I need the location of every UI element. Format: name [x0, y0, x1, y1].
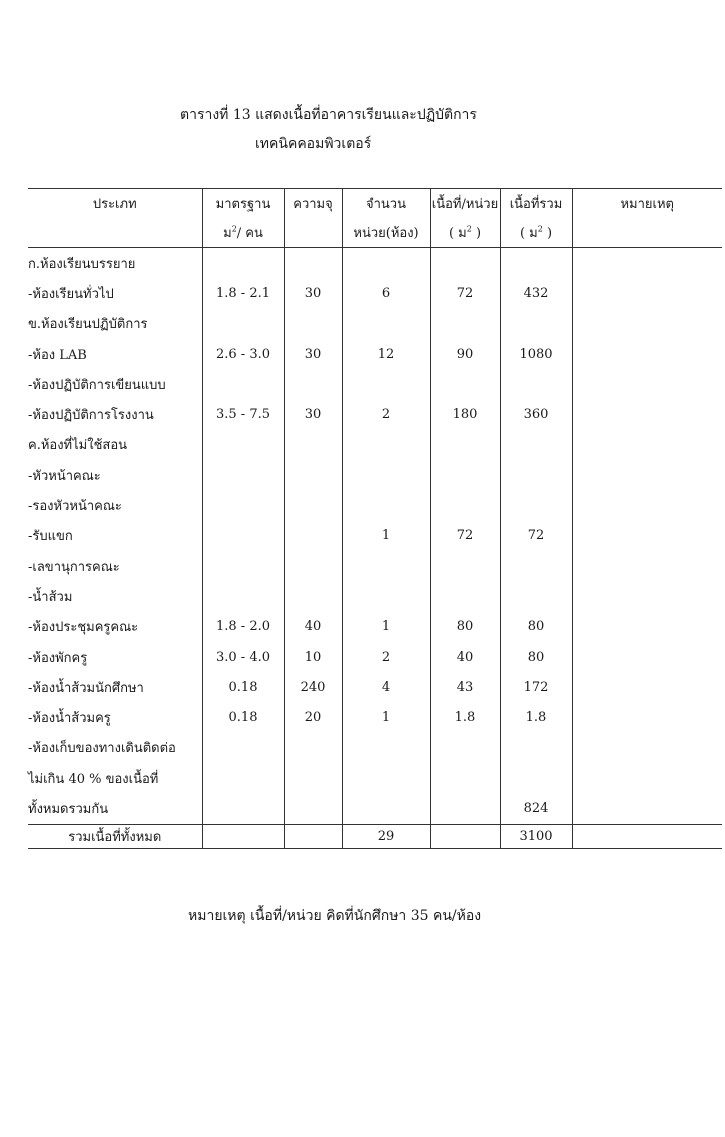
row-area-per-unit — [430, 309, 500, 339]
table-row — [28, 399, 722, 429]
row-total-area: 80 — [500, 612, 572, 642]
row-total-area: 432 — [500, 278, 572, 308]
row-standard: 1.8 - 2.0 — [202, 612, 284, 642]
total-area-per-unit — [430, 824, 500, 848]
row-capacity: 10 — [284, 642, 342, 672]
row-standard: 0.18 — [202, 702, 284, 732]
row-type: -ห้องน้ำส้วมนักศึกษา — [28, 672, 202, 702]
row-type: -ห้องเรียนทั่วไป — [28, 278, 202, 308]
row-total-area: 824 — [500, 793, 572, 824]
row-standard — [202, 248, 284, 279]
total-label: รวมเนื้อที่ทั้งหมด — [28, 824, 202, 848]
row-quantity: 6 — [342, 278, 430, 308]
row-area-per-unit — [430, 369, 500, 399]
row-note — [572, 309, 722, 339]
row-total-area — [500, 490, 572, 520]
row-note — [572, 399, 722, 429]
row-quantity: 1 — [342, 612, 430, 642]
row-quantity — [342, 369, 430, 399]
row-quantity — [342, 248, 430, 279]
header-standard-unit: ม$^2$/ คน — [202, 218, 284, 248]
row-capacity — [284, 733, 342, 763]
row-note — [572, 793, 722, 824]
row-quantity: 4 — [342, 672, 430, 702]
row-note — [572, 278, 722, 308]
row-area-per-unit: 80 — [430, 612, 500, 642]
row-capacity: 30 — [284, 278, 342, 308]
row-total-area — [500, 551, 572, 581]
row-standard — [202, 551, 284, 581]
row-total-area — [500, 430, 572, 460]
row-standard — [202, 490, 284, 520]
row-type: -รับแขก — [28, 521, 202, 551]
total-row — [28, 824, 722, 848]
row-quantity — [342, 581, 430, 611]
row-capacity: 240 — [284, 672, 342, 702]
row-capacity — [284, 430, 342, 460]
row-standard: 3.0 - 4.0 — [202, 642, 284, 672]
row-note — [572, 521, 722, 551]
table-title-line-1: ตารางที่ 13 แสดงเนื้อที่อาคารเรียนและปฏิบัติการ — [180, 107, 477, 123]
row-total-area: 1080 — [500, 339, 572, 369]
table-row — [28, 339, 722, 369]
row-type: ไม่เกิน 40 % ของเนื้อที่ — [28, 763, 202, 793]
table-row — [28, 521, 722, 551]
row-capacity — [284, 248, 342, 279]
total-capacity — [284, 824, 342, 848]
row-standard — [202, 521, 284, 551]
header-area-per-unit: เนื้อที่/หน่วย — [430, 189, 500, 219]
row-total-area — [500, 460, 572, 490]
row-capacity: 20 — [284, 702, 342, 732]
table-row — [28, 642, 722, 672]
row-standard: 3.5 - 7.5 — [202, 399, 284, 429]
row-area-per-unit: 180 — [430, 399, 500, 429]
row-area-per-unit: 72 — [430, 278, 500, 308]
row-note — [572, 248, 722, 279]
row-standard — [202, 460, 284, 490]
row-area-per-unit: 43 — [430, 672, 500, 702]
row-standard: 1.8 - 2.1 — [202, 278, 284, 308]
row-note — [572, 733, 722, 763]
row-note — [572, 672, 722, 702]
row-quantity: 2 — [342, 642, 430, 672]
area-table — [28, 188, 722, 849]
row-area-per-unit: 1.8 — [430, 702, 500, 732]
row-type: ทั้งหมดรวมกัน — [28, 793, 202, 824]
table-title-line-2: เทคนิคคอมพิวเตอร์ — [255, 136, 372, 152]
row-quantity — [342, 733, 430, 763]
header-note-sub — [572, 218, 722, 248]
row-capacity — [284, 551, 342, 581]
total-note — [572, 824, 722, 848]
row-quantity — [342, 430, 430, 460]
row-total-area — [500, 369, 572, 399]
header-note: หมายเหตุ — [572, 189, 722, 219]
table-row — [28, 612, 722, 642]
row-note — [572, 460, 722, 490]
row-capacity — [284, 521, 342, 551]
row-note — [572, 339, 722, 369]
row-standard — [202, 430, 284, 460]
row-standard — [202, 733, 284, 763]
row-total-area: 172 — [500, 672, 572, 702]
row-capacity — [284, 763, 342, 793]
row-area-per-unit: 72 — [430, 521, 500, 551]
row-area-per-unit — [430, 460, 500, 490]
table-row — [28, 551, 722, 581]
header-type: ประเภท — [28, 189, 202, 219]
row-note — [572, 369, 722, 399]
row-quantity: 1 — [342, 702, 430, 732]
total-standard — [202, 824, 284, 848]
row-capacity — [284, 793, 342, 824]
table-body — [28, 248, 722, 825]
table-row — [28, 672, 722, 702]
row-area-per-unit — [430, 581, 500, 611]
row-type: -ห้องประชุมครูคณะ — [28, 612, 202, 642]
row-total-area — [500, 309, 572, 339]
row-quantity: 12 — [342, 339, 430, 369]
header-quantity-unit: หน่วย(ห้อง) — [342, 218, 430, 248]
row-type: -ห้องปฏิบัติการโรงงาน — [28, 399, 202, 429]
row-note — [572, 702, 722, 732]
row-quantity — [342, 460, 430, 490]
table-row — [28, 278, 722, 308]
row-standard: 0.18 — [202, 672, 284, 702]
header-capacity: ความจุ — [284, 189, 342, 219]
row-quantity: 1 — [342, 521, 430, 551]
table-row — [28, 733, 722, 763]
row-total-area — [500, 248, 572, 279]
row-total-area — [500, 733, 572, 763]
row-capacity — [284, 490, 342, 520]
row-standard — [202, 309, 284, 339]
row-total-area — [500, 763, 572, 793]
row-note — [572, 490, 722, 520]
row-quantity — [342, 551, 430, 581]
header-total-area: เนื้อที่รวม — [500, 189, 572, 219]
row-capacity — [284, 369, 342, 399]
row-standard — [202, 793, 284, 824]
row-total-area: 1.8 — [500, 702, 572, 732]
table-row — [28, 460, 722, 490]
row-area-per-unit: 40 — [430, 642, 500, 672]
row-quantity — [342, 763, 430, 793]
total-quantity: 29 — [342, 824, 430, 848]
row-area-per-unit — [430, 793, 500, 824]
header-total-unit: ( ม$^2$ ) — [500, 218, 572, 248]
row-quantity — [342, 793, 430, 824]
row-type: -ห้อง LAB — [28, 339, 202, 369]
row-type: -ห้องปฏิบัติการเขียนแบบ — [28, 369, 202, 399]
row-type: -หัวหน้าคณะ — [28, 460, 202, 490]
table-row — [28, 309, 722, 339]
row-type: ค.ห้องที่ไม่ใช้สอน — [28, 430, 202, 460]
header-standard: มาตรฐาน — [202, 189, 284, 219]
row-area-per-unit — [430, 551, 500, 581]
table-row — [28, 248, 722, 279]
row-type: ก.ห้องเรียนบรรยาย — [28, 248, 202, 279]
row-standard — [202, 369, 284, 399]
footnote: หมายเหตุ เนื้อที่/หน่วย คิดที่นักศึกษา 35 คน/ห้อง — [188, 908, 482, 924]
row-capacity: 30 — [284, 399, 342, 429]
row-total-area: 80 — [500, 642, 572, 672]
row-type: ข.ห้องเรียนปฏิบัติการ — [28, 309, 202, 339]
row-area-per-unit — [430, 490, 500, 520]
row-capacity — [284, 581, 342, 611]
row-capacity — [284, 309, 342, 339]
row-type: -รองหัวหน้าคณะ — [28, 490, 202, 520]
row-note — [572, 642, 722, 672]
header-type-sub — [28, 218, 202, 248]
header-area-unit: ( ม$^2$ ) — [430, 218, 500, 248]
row-standard: 2.6 - 3.0 — [202, 339, 284, 369]
row-total-area: 360 — [500, 399, 572, 429]
row-capacity: 30 — [284, 339, 342, 369]
total-area: 3100 — [500, 824, 572, 848]
row-area-per-unit — [430, 248, 500, 279]
row-area-per-unit — [430, 430, 500, 460]
row-capacity: 40 — [284, 612, 342, 642]
row-total-area — [500, 581, 572, 611]
table-row — [28, 702, 722, 732]
row-note — [572, 430, 722, 460]
row-type: -ห้องพักครู — [28, 642, 202, 672]
table-row — [28, 581, 722, 611]
row-note — [572, 612, 722, 642]
row-area-per-unit: 90 — [430, 339, 500, 369]
row-capacity — [284, 460, 342, 490]
header-quantity: จำนวน — [342, 189, 430, 219]
row-area-per-unit — [430, 733, 500, 763]
row-standard — [202, 581, 284, 611]
row-type: -เลขานุการคณะ — [28, 551, 202, 581]
table-row — [28, 369, 722, 399]
row-standard — [202, 763, 284, 793]
row-note — [572, 581, 722, 611]
table-row — [28, 793, 722, 824]
row-type: -น้ำส้วม — [28, 581, 202, 611]
row-note — [572, 763, 722, 793]
row-quantity — [342, 490, 430, 520]
table-row — [28, 490, 722, 520]
table-row — [28, 763, 722, 793]
row-total-area: 72 — [500, 521, 572, 551]
row-note — [572, 551, 722, 581]
row-quantity — [342, 309, 430, 339]
row-quantity: 2 — [342, 399, 430, 429]
row-type: -ห้องน้ำส้วมครู — [28, 702, 202, 732]
row-type: -ห้องเก็บของทางเดินติดต่อ — [28, 733, 202, 763]
header-capacity-sub — [284, 218, 342, 248]
table-row — [28, 430, 722, 460]
row-area-per-unit — [430, 763, 500, 793]
